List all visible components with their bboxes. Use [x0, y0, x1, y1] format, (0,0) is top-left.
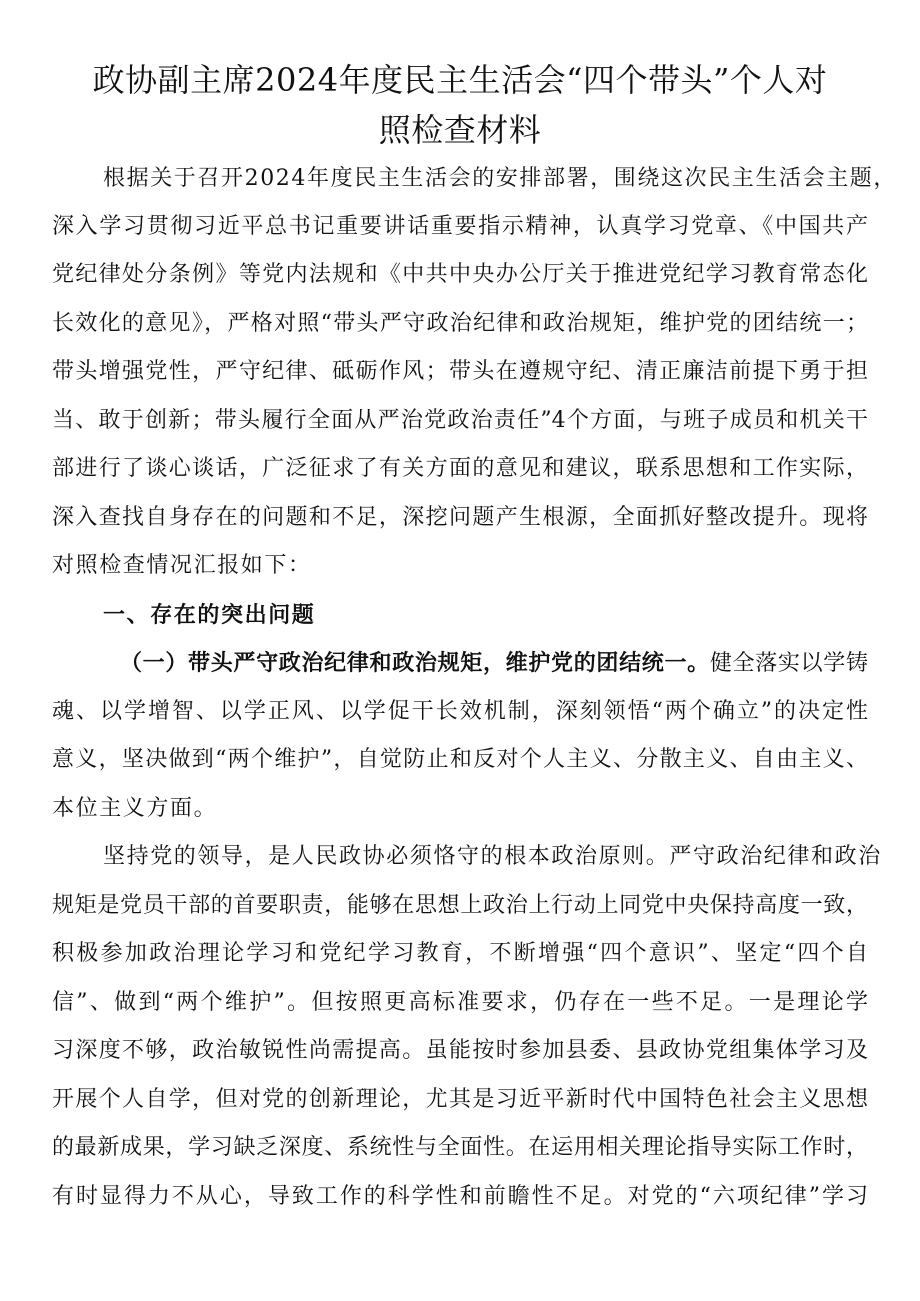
subsection-first-line: [120, 648, 868, 679]
paragraph-line: 积极参加政治理论学习和党纪学习教育，不断增强“四个意识”、坚定“四个自: [52, 941, 868, 966]
intro-line: 对照检查情况汇报如下：: [52, 553, 312, 578]
subsection-line: 本位主义方面。: [52, 796, 218, 821]
paragraph-line: 的最新成果，学习缺乏深度、系统性与全面性。在运用相关理论指导实际工作时，: [52, 1135, 868, 1160]
intro-line: 党纪律处分条例》等党内法规和《中共中央办公厅关于推进党纪学习教育常态化: [52, 262, 868, 287]
subsection-heading: （一）带头严守政治纪律和政治规矩，维护党的团结统一。: [120, 650, 710, 676]
paragraph-line: 习深度不够，政治敏锐性尚需提高。虽能按时参加县委、县政协党组集体学习及: [52, 1038, 868, 1063]
intro-line: 深入学习贯彻习近平总书记重要讲话重要指示精神，认真学习党章、《中国共产: [52, 214, 868, 239]
intro-line: 带头增强党性，严守纪律、砥砺作风；带头在遵规守纪、清正廉洁前提下勇于担: [52, 359, 868, 384]
document-title-line-1: 政协副主席2024年度民主生活会“四个带头”个人对: [92, 61, 828, 99]
subsection-line: 魂、以学增智、以学正风、以学促干长效机制，深刻领悟“两个确立”的决定性: [52, 699, 868, 724]
document-title-line-2: 照检查材料: [378, 111, 542, 149]
paragraph-line: 开展个人自学，但对党的创新理论，尤其是习近平新时代中国特色社会主义思想: [52, 1087, 868, 1112]
intro-line: 根据关于召开2024年度民主生活会的安排部署，围绕这次民主生活会主题，: [103, 166, 897, 191]
paragraph-line: 信”、做到“两个维护”。但按照更高标准要求，仍存在一些不足。一是理论学: [52, 990, 868, 1015]
subsection-text: 健全落实以学铸: [709, 651, 868, 676]
subsection-line: 意义，坚决做到“两个维护”，自觉防止和反对个人主义、分散主义、自由主义、: [52, 747, 868, 772]
intro-line: 深入查找自身存在的问题和不足，深挖问题产生根源，全面抓好整改提升。现将: [52, 505, 868, 530]
paragraph-line: 有时显得力不从心，导致工作的科学性和前瞻性不足。对党的“六项纪律”学习: [52, 1184, 868, 1209]
section-heading: 一、存在的突出问题: [103, 602, 316, 628]
intro-line: 部进行了谈心谈话，广泛征求了有关方面的意见和建议，联系思想和工作实际，: [52, 456, 868, 481]
paragraph-line: 规矩是党员干部的首要职责，能够在思想上政治上行动上同党中央保持高度一致，: [52, 893, 868, 918]
intro-line: 当、敢于创新；带头履行全面从严治党政治责任”4个方面，与班子成员和机关干: [52, 408, 868, 433]
paragraph-line: 坚持党的领导，是人民政协必须恪守的根本政治原则。严守政治纪律和政治: [103, 844, 882, 869]
intro-line: 长效化的意见》，严格对照“带头严守政治纪律和政治规矩，维护党的团结统一；: [52, 311, 868, 336]
